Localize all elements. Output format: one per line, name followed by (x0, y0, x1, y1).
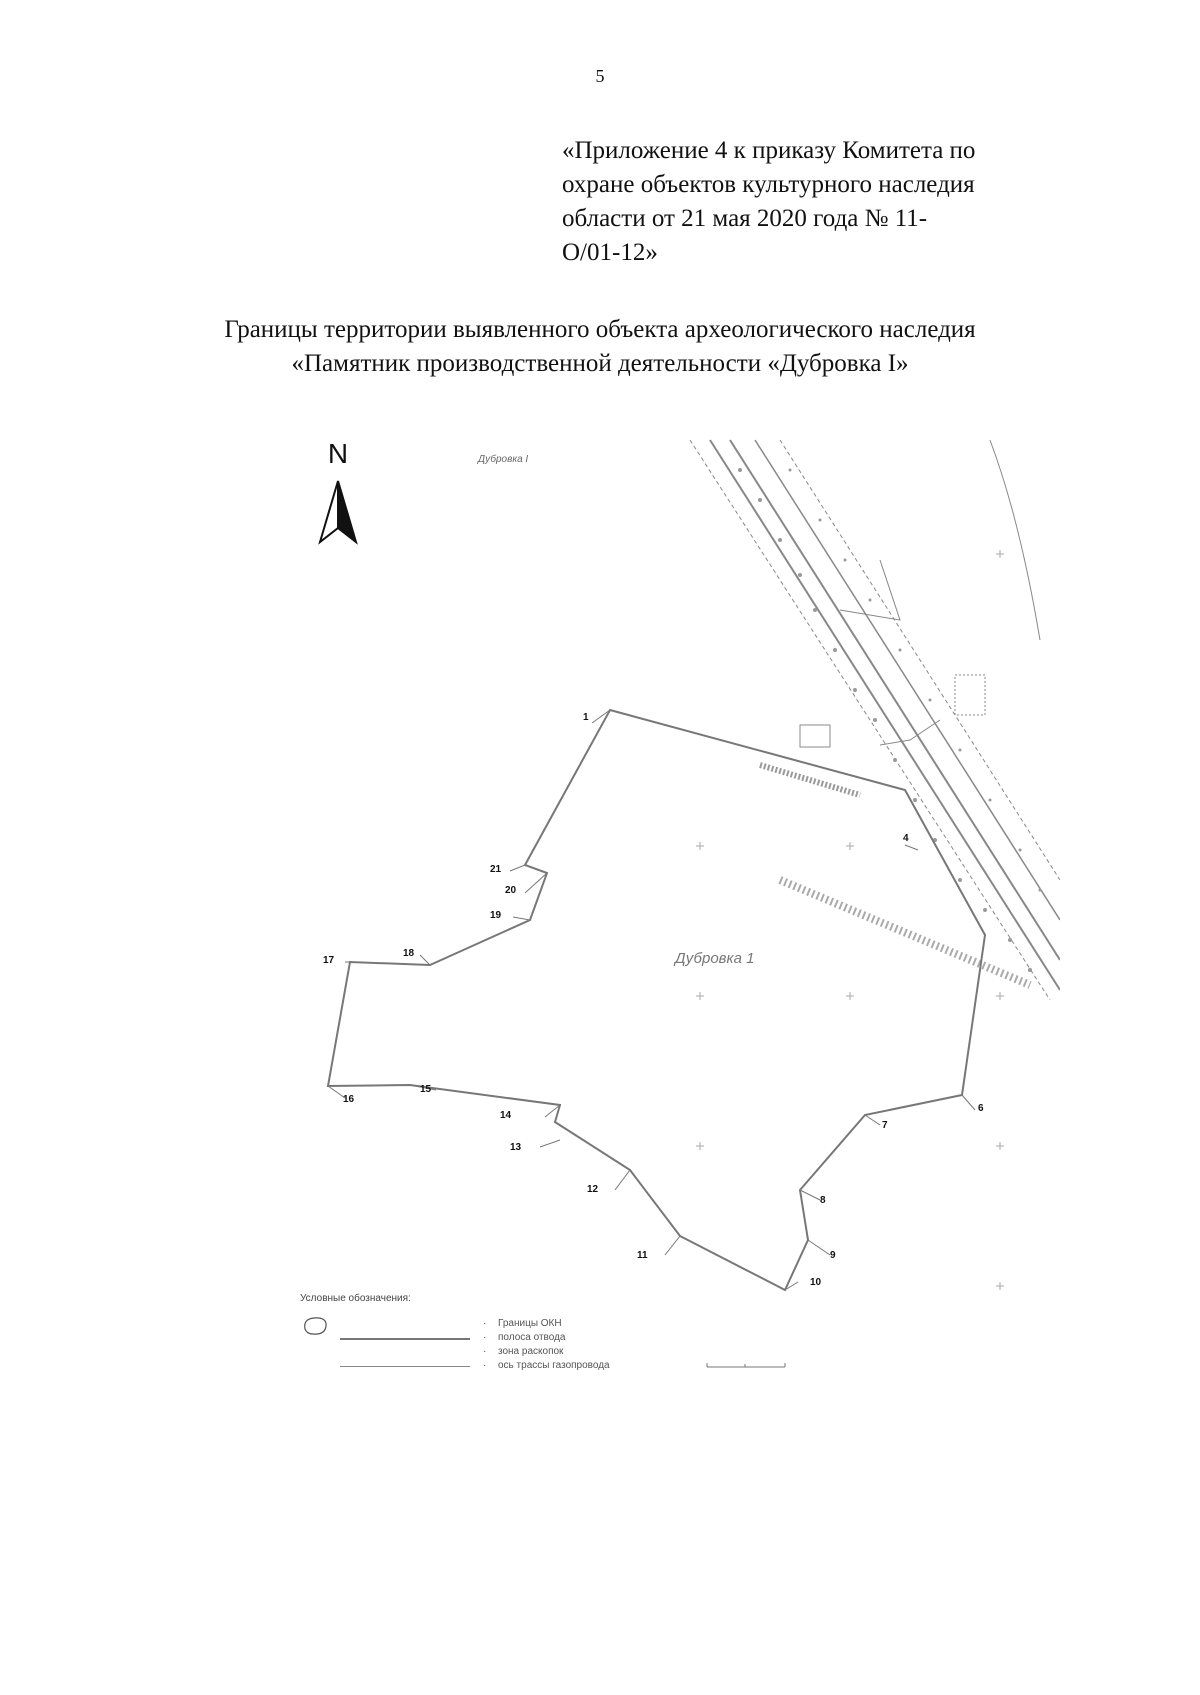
appendix-note (562, 134, 1062, 270)
legend-title: Условные обозначения: (300, 1293, 411, 1304)
appendix-line: О/01-12» (562, 239, 658, 266)
building (955, 675, 985, 715)
legend-item: · зона раскопок (483, 1346, 564, 1357)
vertex-label: 17 (323, 955, 335, 966)
vertex-label: 20 (505, 885, 517, 896)
legend-item: · Границы ОКН (483, 1318, 562, 1329)
legend-label: Границы ОКН (498, 1318, 562, 1329)
corridor-dots (738, 468, 1042, 972)
title-line: «Памятник производственной деятельности «Дубровка I» (291, 350, 909, 377)
site-boundary (328, 710, 985, 1290)
vertex-label: 15 (420, 1084, 432, 1095)
legend-label: полоса отвода (498, 1332, 566, 1343)
map-canvas (300, 420, 1060, 1380)
vertex-label: 13 (510, 1142, 522, 1153)
legend-swatch (340, 1338, 470, 1340)
site-area-label: Дубровка 1 (675, 950, 755, 967)
north-label: N (327, 438, 349, 469)
vertex-label: 14 (500, 1110, 512, 1121)
site-map (300, 420, 1060, 1380)
corridor-line (710, 440, 1060, 990)
map-title-label: Дубровка I (478, 454, 529, 465)
vertex-label: 8 (820, 1195, 826, 1206)
legend-item: · полоса отвода (300, 1332, 700, 1346)
corridor-line (780, 440, 1060, 880)
vertex-label: 18 (403, 948, 415, 959)
vertex-label: 21 (490, 864, 502, 875)
vertex-label: 10 (810, 1277, 822, 1288)
vertex-label: 4 (903, 833, 909, 844)
appendix-line: области от 21 мая 2020 года № 11- (562, 205, 928, 232)
document-title (0, 313, 1200, 381)
vertex-leaders (328, 710, 975, 1290)
title-line: Границы территории выявленного объекта археологического наследия (224, 316, 976, 343)
vertex-label: 11 (637, 1250, 648, 1261)
vertex-label: 12 (587, 1184, 599, 1195)
hatched-strip (780, 880, 1030, 985)
scale-bar-icon (705, 1355, 795, 1371)
appendix-line: «Приложение 4 к приказу Комитета по (562, 137, 976, 164)
branch-line (840, 560, 900, 620)
appendix-line: охране объектов культурного наследия (562, 171, 975, 198)
page-number: 5 (595, 66, 605, 86)
vertex-label: 16 (343, 1094, 355, 1105)
vertex-label: 7 (882, 1120, 888, 1131)
building (800, 725, 830, 747)
river-line (990, 440, 1040, 640)
vertex-label: 6 (978, 1103, 984, 1114)
hatched-strip (760, 765, 860, 795)
vertex-label: 19 (490, 910, 502, 921)
corridor-line (755, 440, 1060, 920)
legend-item: · ось трассы газопровода (300, 1360, 700, 1374)
vertex-label: 9 (830, 1250, 836, 1261)
legend-label: ось трассы газопровода (498, 1360, 610, 1371)
legend-swatch (340, 1366, 470, 1367)
legend-label: зона раскопок (498, 1346, 564, 1357)
vertex-label: 1 (583, 712, 589, 723)
